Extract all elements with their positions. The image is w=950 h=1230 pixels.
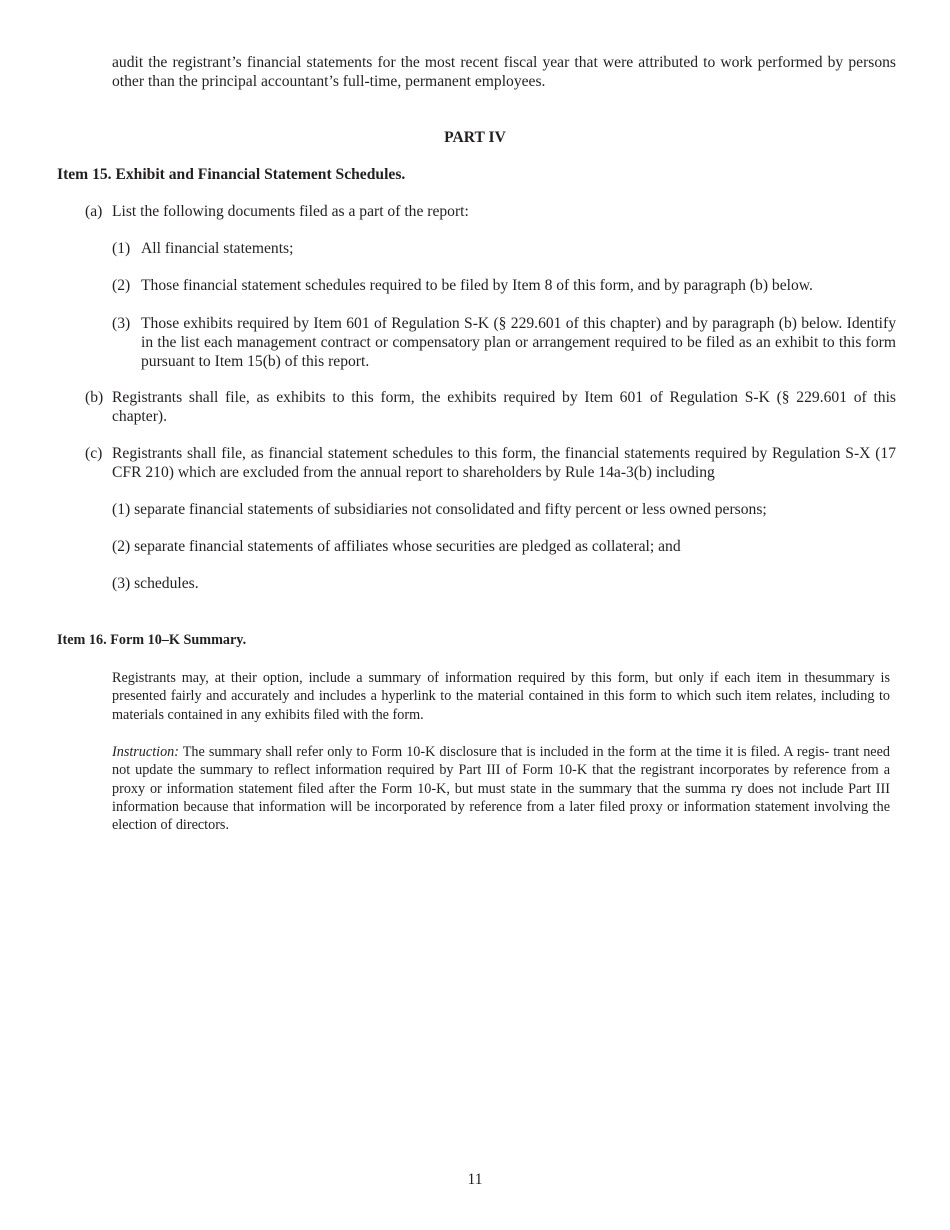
item15-a-2-text: Those financial statement schedules required to be filed by Item 8 of this form, and by paragraph (b) below.	[141, 277, 813, 294]
item16-instruction	[112, 743, 890, 834]
continuation-paragraph: audit the registrant’s financial statements for the most recent fiscal year that were attributed to work performed by persons other than the principal accountant’s full-time, permanent employees.	[112, 54, 896, 90]
item15-a-2-label: (2)	[112, 277, 131, 294]
item16-paragraph: Registrants may, at their option, include a summary of information required by this form, but only if each item in thesummary is presented fairly and accurately and includes a hyperlink to the material contained in this form to which such item relates, including to materials contained in any exhibits filed with the form.	[112, 670, 890, 723]
page-number: 11	[467, 1171, 483, 1188]
item15-a-label: (a)	[85, 203, 103, 220]
item15-a-text: List the following documents filed as a part of the report:	[112, 203, 469, 220]
item15-a	[85, 202, 896, 221]
item15-a-1	[112, 239, 896, 258]
item15-a-2	[112, 276, 896, 295]
item15-c-2: (2) separate financial statements of affiliates whose securities are pledged as collateral; and	[112, 538, 681, 555]
part-heading: PART IV	[444, 129, 506, 146]
item15-b	[85, 388, 896, 426]
item15-a-3	[112, 314, 896, 371]
item15-a-1-label: (1)	[112, 240, 131, 257]
instruction-text: The summary shall refer only to Form 10-K disclosure that is included in the form at the time it is filed. A regis- trant need not update the summary to reflect information required by Part III of Form 10-K that the registrant incorporates by reference from a proxy or information statement filed after the Form 10-K, but must state in the summary that the summa ry does not include Part III information because that information will be incorporated by reference from a later filed proxy or information statement involving the election of directors.	[112, 744, 890, 834]
item15-a-3-label: (3)	[112, 315, 131, 332]
item15-c-text: Registrants shall file, as financial statement schedules to this form, the financial statements required by Regulation S-X (17 CFR 210) which are excluded from the annual report to shareholders by Rule 14a-3(b) including	[112, 445, 896, 481]
item15-b-text: Registrants shall file, as exhibits to this form, the exhibits required by Item 601 of Regulation S-K (§ 229.601 of this chapter).	[112, 389, 896, 425]
item15-c	[85, 444, 896, 482]
item15-heading: Item 15. Exhibit and Financial Statement Schedules.	[57, 166, 406, 183]
item15-c-1: (1) separate financial statements of subsidiaries not consolidated and fifty percent or less owned persons;	[112, 501, 767, 518]
item15-c-label: (c)	[85, 445, 103, 462]
item15-a-1-text: All financial statements;	[141, 240, 294, 257]
instruction-label: Instruction:	[112, 744, 179, 760]
item15-b-label: (b)	[85, 389, 104, 406]
item16-heading: Item 16. Form 10–K Summary.	[57, 632, 247, 648]
item15-a-3-text: Those exhibits required by Item 601 of Regulation S-K (§ 229.601 of this chapter) and by paragraph (b) below. Identify in the list each management contract or compensatory plan or arrangement required to be filed as an exhibit to this form pursuant to Item 15(b) of this report.	[141, 315, 896, 370]
item15-c-3: (3) schedules.	[112, 575, 199, 592]
